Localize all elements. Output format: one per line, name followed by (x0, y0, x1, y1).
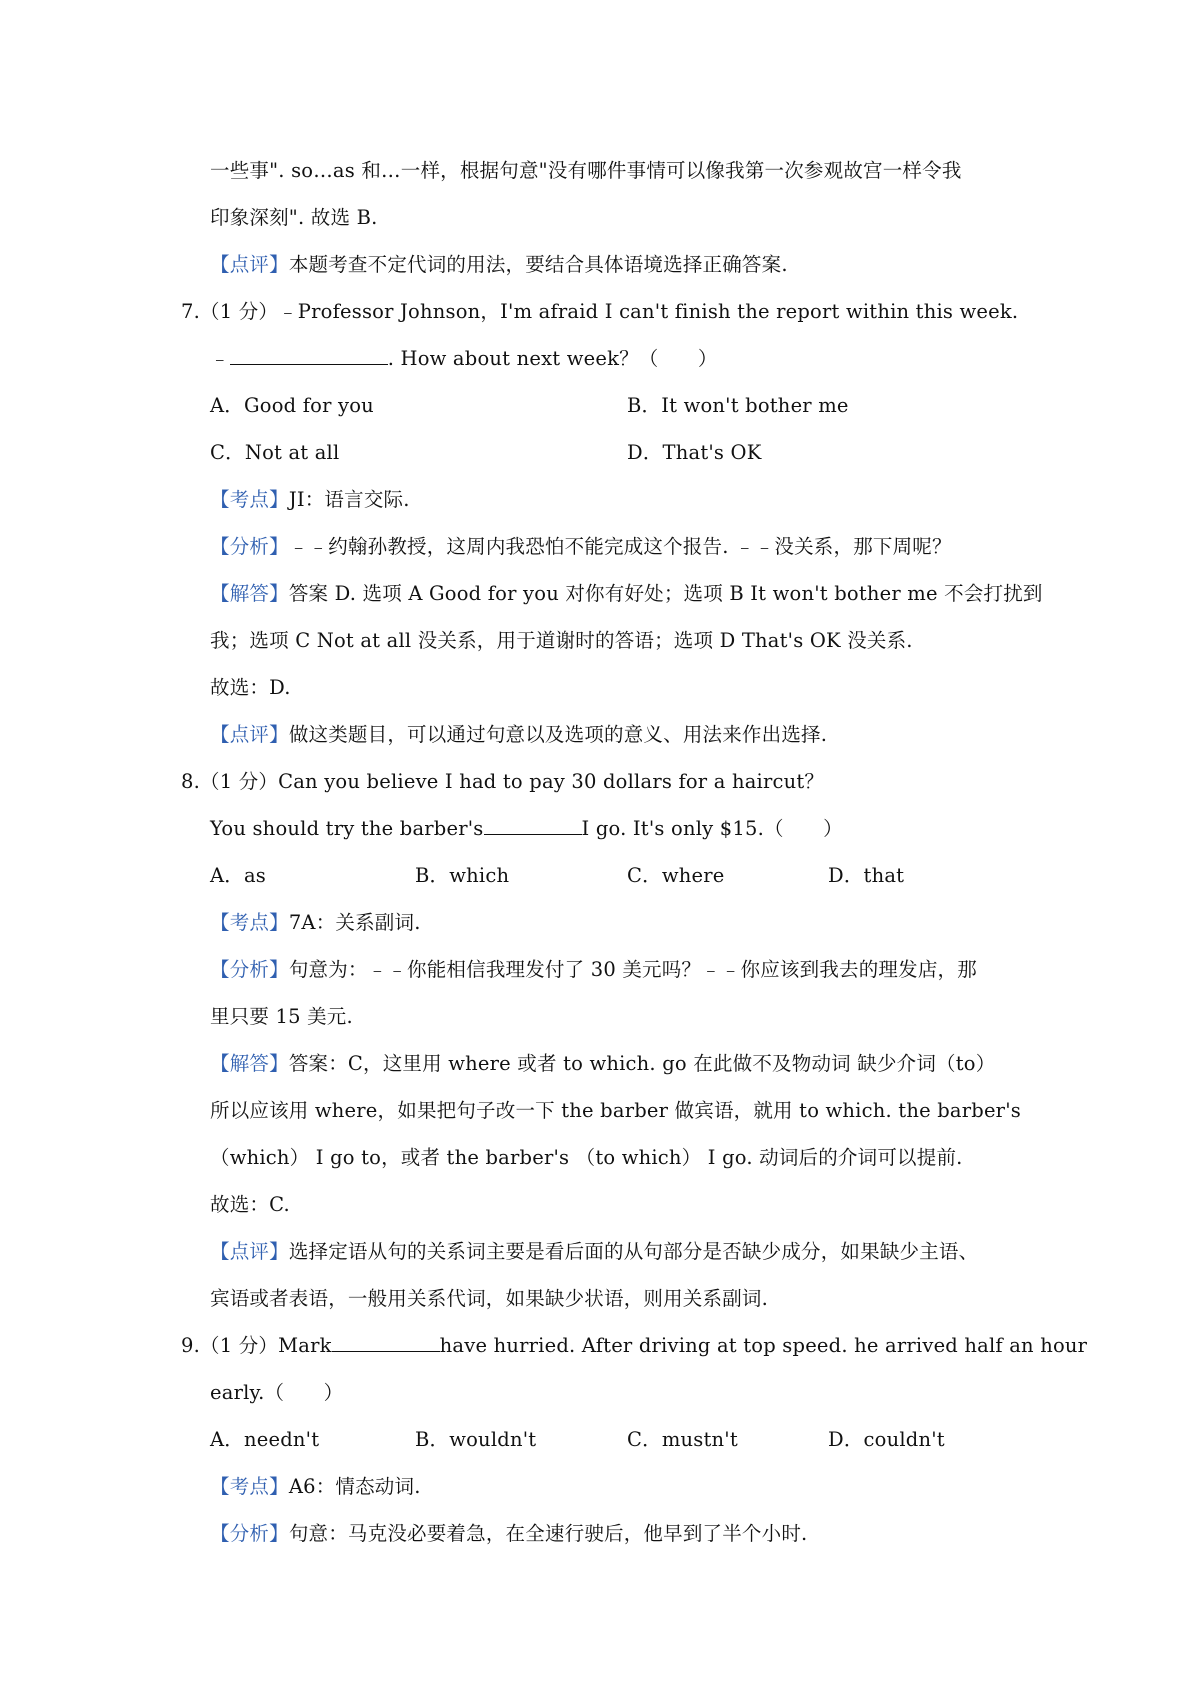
q8-guxuan: 故选：C. (210, 1193, 290, 1216)
jieda-text: 答案 D. 选项 A Good for you 对你有好处；选项 B It won't bother me 不会打扰到 (288, 582, 1043, 605)
q7-fenxi (210, 532, 952, 562)
q7-guxuan: 故选：D. (210, 676, 291, 699)
q9-stem (181, 1331, 1087, 1361)
jieda-text: 答案：C，这里用 where 或者 to which. go 在此做不及物动词 缺少介词（to） (288, 1052, 996, 1075)
q7-option-d: D．That's OK (627, 441, 762, 464)
q8-stem: 8.（1 分）Can you believe I had to pay 30 dollars for a haircut？ (181, 770, 825, 793)
q7-option-b: B．It won't bother me (627, 394, 849, 417)
q7-dash: ﹣ (210, 347, 230, 370)
comment-text: 本题考查不定代词的用法，要结合具体语境选择正确答案. (288, 253, 788, 276)
q8-answer-blank (484, 814, 582, 835)
q8-fenxi-2: 里只要 15 美元. (210, 1005, 353, 1028)
q8-dianping-1 (210, 1237, 978, 1267)
dianping-tag: 【点评】 (210, 1240, 289, 1263)
q9-option-a: A．needn't (210, 1428, 320, 1451)
q7-option-c: C．Not at all (210, 441, 340, 464)
q8-jieda-1 (210, 1049, 995, 1079)
kaodian-text: JI：语言交际. (288, 488, 410, 511)
kaodian-text: 7A：关系副词. (288, 911, 421, 934)
q9-option-c: C．mustn't (627, 1428, 738, 1451)
fenxi-text: ﹣﹣约翰孙教授，这周内我恐怕不能完成这个报告. ﹣﹣没关系，那下周呢？ (288, 535, 952, 558)
q9-line-2: early.（ ） (210, 1381, 344, 1404)
q8-line2-prefix: You should try the barber's (210, 817, 484, 840)
dianping-tag: 【点评】 (210, 723, 289, 746)
q8-jieda-2: 所以应该用 where，如果把句子改一下 the barber 做宾语，就用 to which. the barber's (210, 1099, 1021, 1122)
q7-kaodian (210, 485, 410, 515)
q7-line-2 (210, 344, 718, 374)
kaodian-tag: 【考点】 (210, 488, 289, 511)
kaodian-tag: 【考点】 (210, 911, 289, 934)
kaodian-tag: 【考点】 (210, 1475, 289, 1498)
comment-tag: 【点评】 (210, 253, 289, 276)
dianping-text: 做这类题目，可以通过句意以及选项的意义、用法来作出选择. (288, 723, 828, 746)
q7-jieda-1 (210, 579, 1043, 609)
q7-stem: 7.（1 分）﹣Professor Johnson，I'm afraid I can't finish the report within this week. (181, 300, 1019, 323)
q9-stem-prefix: 9.（1 分）Mark (181, 1334, 332, 1357)
q7-option-a: A．Good for you (210, 394, 374, 417)
q8-line-2 (210, 814, 843, 844)
fenxi-text: 句意：马克没必要着急，在全速行驶后，他早到了半个小时. (288, 1522, 808, 1545)
q9-option-b: B．wouldn't (415, 1428, 537, 1451)
fenxi-tag: 【分析】 (210, 535, 289, 558)
q9-kaodian (210, 1472, 421, 1502)
q8-line2-suffix: I go. It's only $15.（ ） (581, 817, 843, 840)
q9-option-d: D．couldn't (828, 1428, 945, 1451)
q8-option-a: A．as (210, 864, 267, 887)
fenxi-tag: 【分析】 (210, 958, 289, 981)
q8-option-b: B．which (415, 864, 510, 887)
dianping-text: 选择定语从句的关系词主要是看后面的从句部分是否缺少成分，如果缺少主语、 (288, 1240, 979, 1263)
jieda-tag: 【解答】 (210, 582, 289, 605)
q6-comment (210, 250, 788, 280)
q8-option-c: C．where (627, 864, 725, 887)
intro-line-1: 一些事". so…as 和…一样，根据句意"没有哪件事情可以像我第一次参观故宫一样令我 (210, 159, 962, 182)
q8-dianping-2: 宾语或者表语，一般用关系代词，如果缺少状语，则用关系副词. (210, 1287, 768, 1310)
jieda-tag: 【解答】 (210, 1052, 289, 1075)
q8-fenxi-1 (210, 955, 977, 985)
q8-kaodian (210, 908, 421, 938)
q9-fenxi (210, 1519, 807, 1549)
q7-answer-blank (230, 344, 388, 365)
fenxi-tag: 【分析】 (210, 1522, 289, 1545)
fenxi-text: 句意为：﹣﹣你能相信我理发付了 30 美元吗？﹣﹣你应该到我去的理发店，那 (288, 958, 977, 981)
q7-dianping (210, 720, 827, 750)
q9-answer-blank (332, 1331, 440, 1352)
q7-line2-text: . How about next week？（ ） (387, 347, 718, 370)
q7-jieda-2: 我；选项 C Not at all 没关系，用于道谢时的答语；选项 D That's OK 没关系. (210, 629, 913, 652)
q8-option-d: D．that (828, 864, 905, 887)
q9-stem-suffix: have hurried. After driving at top speed. he arrived half an hour (439, 1334, 1088, 1357)
kaodian-text: A6：情态动词. (288, 1475, 421, 1498)
q8-jieda-3: （which） I go to，或者 the barber's （to which） I go. 动词后的介词可以提前. (210, 1146, 963, 1169)
intro-line-2: 印象深刻". 故选 B. (210, 206, 378, 229)
